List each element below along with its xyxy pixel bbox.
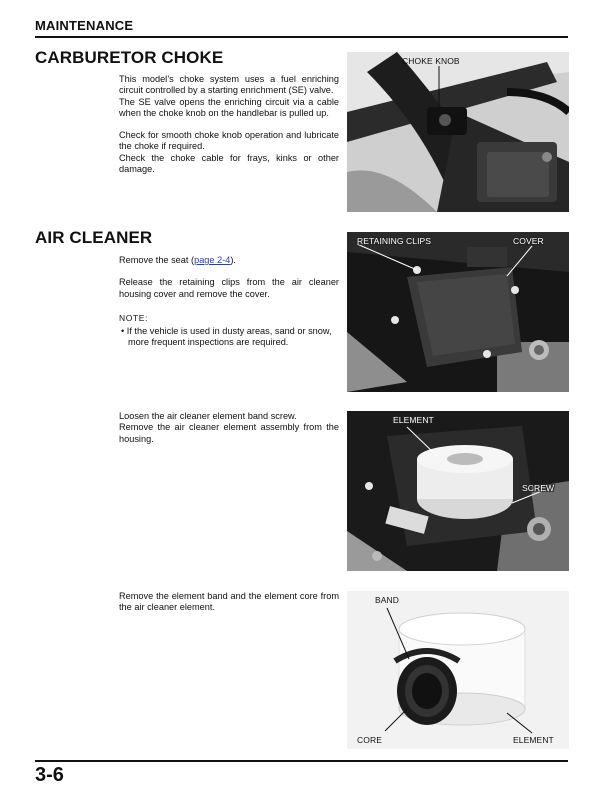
- choke-knob-callout: CHOKE KNOB: [402, 56, 460, 66]
- remove-band-instruction: Remove the element band and the element core from the air cleaner element.: [119, 591, 339, 613]
- page-number: 3-6: [35, 764, 64, 786]
- release-clips-instruction: Release the retaining clips from the air cleaner housing cover and remove the cover.: [119, 277, 339, 299]
- choke-paragraph-1: This model’s choke system uses a fuel enriching circuit controlled by a starting enrichment (SE) valve.: [119, 74, 339, 96]
- remove-element-instruction: Remove the air cleaner element assembly from the housing.: [119, 422, 339, 444]
- remove-seat-suffix: ).: [230, 255, 236, 265]
- page-reference-link[interactable]: page 2-4: [194, 255, 231, 265]
- header-rule: [35, 36, 568, 38]
- choke-paragraph-3: Check for smooth choke knob operation and lubricate the choke if required.: [119, 130, 339, 152]
- choke-paragraph-2: The SE valve opens the enriching circuit via a cable when the choke knob on the handlebar is pulled up.: [119, 96, 339, 118]
- air-cleaner-text-1: [119, 255, 339, 349]
- choke-heading: CARBURETOR CHOKE: [35, 48, 224, 67]
- note-label: NOTE:: [119, 312, 148, 323]
- band-callout: BAND: [375, 595, 400, 605]
- element-callout: ELEMENT: [393, 415, 434, 425]
- section-header: MAINTENANCE: [35, 18, 134, 33]
- retaining-clips-callout: RETAINING CLIPS: [357, 236, 432, 246]
- remove-seat-prefix: Remove the seat (: [119, 255, 195, 265]
- choke-paragraph-4: Check the choke cable for frays, kinks or other damage.: [119, 152, 339, 175]
- choke-knob-photo: [347, 52, 569, 212]
- remove-seat-instruction: [119, 255, 339, 266]
- choke-text: [119, 74, 339, 175]
- footer-rule: [35, 760, 568, 762]
- core-callout: CORE: [357, 735, 382, 745]
- air-cleaner-text-2: [119, 411, 339, 445]
- element-band-photo: [347, 591, 569, 749]
- cover-clips-photo: [347, 232, 569, 392]
- air-cleaner-text-3: [119, 591, 339, 614]
- element-band-callout: ELEMENT: [513, 735, 554, 745]
- screw-callout: SCREW: [522, 483, 555, 493]
- cover-callout: COVER: [513, 236, 544, 246]
- element-screw-photo: [347, 411, 569, 571]
- loosen-screw-instruction: Loosen the air cleaner element band screw.: [119, 411, 297, 421]
- note-bullet: • If the vehicle is used in dusty areas, sand or snow, more frequent inspections are required.: [121, 326, 332, 348]
- air-cleaner-heading: AIR CLEANER: [35, 228, 153, 247]
